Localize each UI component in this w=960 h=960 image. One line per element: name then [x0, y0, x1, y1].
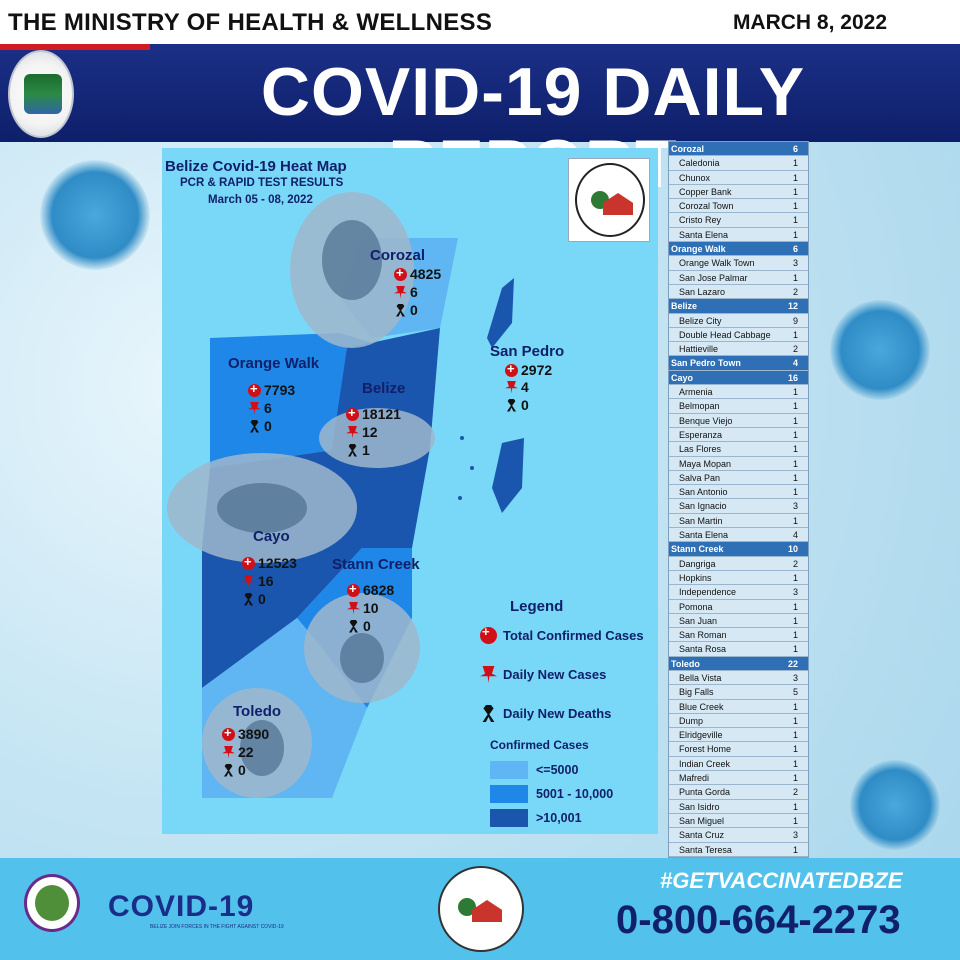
legend-new: Daily New Cases	[480, 666, 606, 683]
district-label: San Pedro	[490, 343, 565, 360]
new-cases-icon	[248, 402, 261, 415]
stat-total: + 18121	[346, 406, 401, 422]
table-row: Orange Walk Town 3	[669, 256, 808, 270]
legend-total: + Total Confirmed Cases	[480, 627, 644, 644]
stat-new: 4	[505, 379, 529, 395]
table-section-header: Belize 12	[669, 299, 808, 313]
deaths-icon	[248, 420, 261, 433]
stat-total: + 12523	[242, 555, 297, 571]
covid-tagline: BELIZE JOIN FORCES IN THE FIGHT AGAINST COVID-19	[150, 924, 284, 930]
page-title: COVID-19 DAILY	[260, 54, 806, 130]
table-row: San Juan 1	[669, 614, 808, 628]
table-row: Forest Home 1	[669, 742, 808, 756]
total-cases-icon	[394, 268, 407, 281]
table-row: Hopkins 1	[669, 571, 808, 585]
map-date-range: March 05 - 08, 2022	[208, 194, 313, 206]
table-row: Salva Pan 1	[669, 471, 808, 485]
table-row: Las Flores 1	[669, 442, 808, 456]
deaths-icon	[222, 764, 235, 777]
table-row: Elridgeville 1	[669, 728, 808, 742]
table-row: Bella Vista 3	[669, 671, 808, 685]
table-row: San Roman 1	[669, 628, 808, 642]
table-row: Pomona 1	[669, 600, 808, 614]
table-row: San Jose Palmar 1	[669, 271, 808, 285]
table-row: San Isidro 1	[669, 800, 808, 814]
new-cases-icon	[242, 575, 255, 588]
table-row: Double Head Cabbage 1	[669, 328, 808, 342]
table-row: Santa Elena 1	[669, 228, 808, 242]
new-cases-icon	[480, 666, 497, 683]
new-cases-icon	[346, 426, 359, 439]
hashtag: #GETVACCINATEDBZE	[660, 868, 903, 893]
range-low: <=5000	[490, 761, 578, 779]
stat-new: 22	[222, 744, 254, 760]
table-section-header: Corozal 6	[669, 142, 808, 156]
table-row: Chunox 1	[669, 171, 808, 185]
table-row: Esperanza 1	[669, 428, 808, 442]
stat-deaths: 0	[248, 418, 272, 434]
table-row: Belize City 9	[669, 314, 808, 328]
district-label: Cayo	[253, 528, 290, 545]
total-cases-icon	[347, 584, 360, 597]
village-cases-table	[668, 141, 809, 858]
district-label: Toledo	[233, 703, 282, 720]
deaths-icon	[242, 593, 255, 606]
table-row: Benque Viejo 1	[669, 414, 808, 428]
map-subtitle: PCR & RAPID TEST RESULTS	[180, 177, 344, 189]
table-row: Caledonia 1	[669, 156, 808, 170]
stat-deaths: 0	[242, 591, 266, 607]
stat-new: 6	[248, 400, 272, 416]
table-row: San Ignacio 3	[669, 499, 808, 513]
stat-deaths: 1	[346, 442, 370, 458]
table-row: Hattieville 2	[669, 342, 808, 356]
belize-coat-of-arms-icon	[8, 50, 74, 138]
stat-new: 16	[242, 573, 274, 589]
total-cases-icon	[222, 728, 235, 741]
table-row: Santa Rosa 1	[669, 642, 808, 656]
confirmed-cases-title: Confirmed Cases	[490, 738, 589, 752]
stat-total: + 7793	[248, 382, 295, 398]
table-row: Santa Elena 4	[669, 528, 808, 542]
district-label: Orange Walk	[228, 355, 320, 372]
stat-total: + 2972	[505, 362, 552, 378]
table-section-header: San Pedro Town 4	[669, 356, 808, 370]
table-row: Armenia 1	[669, 385, 808, 399]
report-date: MARCH 8, 2022	[732, 11, 887, 34]
ministry-seal-icon	[575, 163, 645, 237]
total-cases-icon	[505, 364, 518, 377]
legend-deaths: Daily New Deaths	[480, 705, 611, 722]
table-row: San Martin 1	[669, 514, 808, 528]
new-cases-icon	[222, 746, 235, 759]
table-row: San Antonio 1	[669, 485, 808, 499]
table-row: Punta Gorda 2	[669, 785, 808, 799]
district-label: Corozal	[370, 247, 426, 264]
new-cases-icon	[505, 381, 518, 394]
deaths-icon	[480, 705, 497, 722]
total-cases-icon	[248, 384, 261, 397]
table-row: San Miguel 1	[669, 814, 808, 828]
table-section-header: Toledo 22	[669, 657, 808, 671]
ministry-seal-icon	[438, 866, 524, 952]
ministry-logo	[568, 158, 650, 242]
table-row: Mafredi 1	[669, 771, 808, 785]
table-section-header: Stann Creek 10	[669, 542, 808, 556]
table-row: Dump 1	[669, 714, 808, 728]
stat-deaths: 0	[394, 302, 418, 318]
stat-total: + 6828	[347, 582, 394, 598]
district-san-pedro	[487, 278, 514, 348]
table-row: Corozal Town 1	[669, 199, 808, 213]
stat-new: 10	[347, 600, 379, 616]
virus-decoration-bottom-right	[850, 760, 940, 850]
stat-total: + 3890	[222, 726, 269, 742]
district-label: Belize	[362, 380, 406, 397]
table-row: Belmopan 1	[669, 399, 808, 413]
range-high: >10,001	[490, 809, 582, 827]
stay-safe-badge-icon	[24, 874, 80, 932]
stat-deaths: 0	[347, 618, 371, 634]
deaths-icon	[394, 304, 407, 317]
table-row: Santa Teresa 1	[669, 843, 808, 857]
virus-decoration-right	[830, 300, 930, 400]
table-section-header: Orange Walk 6	[669, 242, 808, 256]
table-row: Dangriga 2	[669, 557, 808, 571]
table-row: Indian Creek 1	[669, 757, 808, 771]
table-row: Santa Cruz 3	[669, 828, 808, 842]
covid-logo-text: COVID-19	[108, 890, 255, 923]
total-cases-icon	[346, 408, 359, 421]
deaths-icon	[505, 399, 518, 412]
table-row: Copper Bank 1	[669, 185, 808, 199]
virus-decoration-left	[40, 160, 150, 270]
deaths-icon	[347, 620, 360, 633]
table-row: San Lazaro 2	[669, 285, 808, 299]
new-cases-icon	[347, 602, 360, 615]
stat-new: 12	[346, 424, 378, 440]
ministry-name: THE MINISTRY OF HEALTH & WELLNESS	[8, 9, 493, 36]
total-cases-icon	[480, 627, 497, 644]
banner-stripe	[0, 44, 150, 50]
stat-deaths: 0	[505, 397, 529, 413]
table-row: Cristo Rey 1	[669, 213, 808, 227]
legend-title: Legend	[510, 598, 564, 615]
table-row: Independence 3	[669, 585, 808, 599]
table-section-header: Cayo 16	[669, 371, 808, 385]
hotline-number: 0-800-664-2273	[616, 898, 901, 942]
range-mid: 5001 - 10,000	[490, 785, 613, 803]
stat-new: 6	[394, 284, 418, 300]
new-cases-icon	[394, 286, 407, 299]
stat-total: + 4825	[394, 266, 441, 282]
total-cases-icon	[242, 557, 255, 570]
district-label: Stann Creek	[332, 556, 420, 573]
map-title: Belize Covid-19 Heat Map	[165, 158, 347, 175]
stat-deaths: 0	[222, 762, 246, 778]
deaths-icon	[346, 444, 359, 457]
table-row: Big Falls 5	[669, 685, 808, 699]
table-row: Maya Mopan 1	[669, 457, 808, 471]
table-row: Blue Creek 1	[669, 700, 808, 714]
